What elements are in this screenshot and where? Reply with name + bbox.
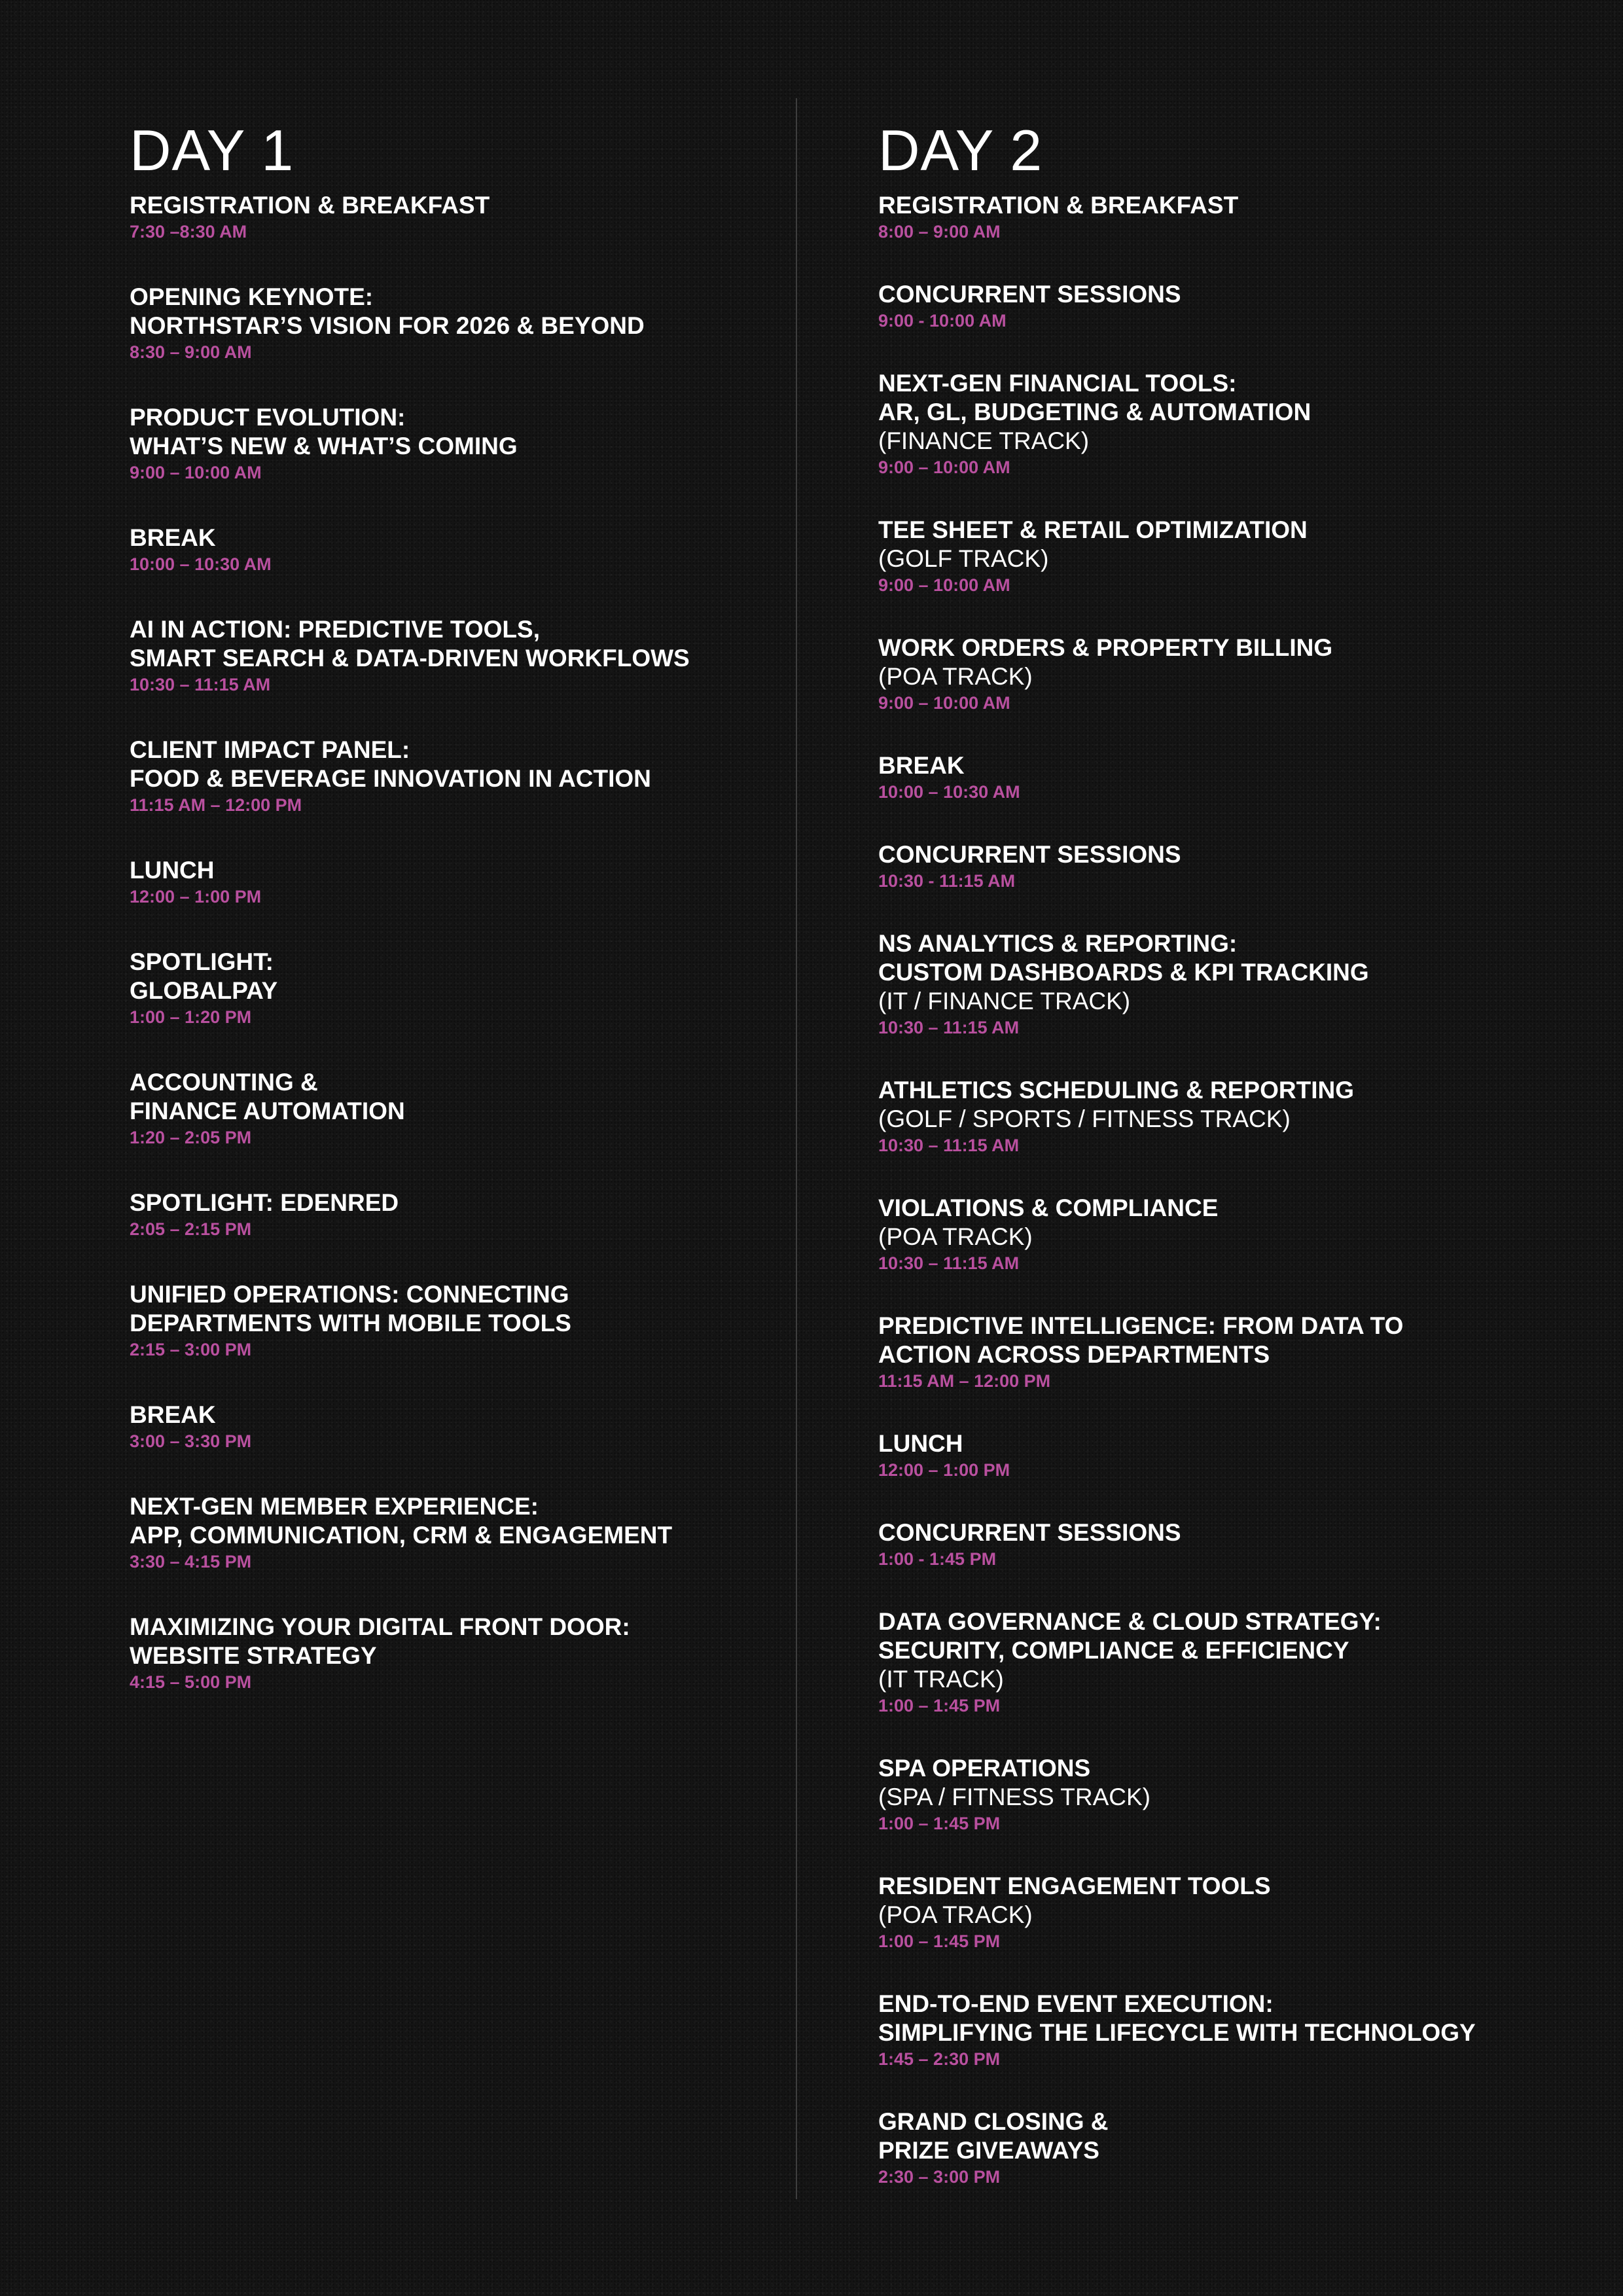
session-title: BREAK bbox=[130, 524, 216, 551]
session-time: 12:00 – 1:00 PM bbox=[130, 887, 262, 906]
session-item bbox=[878, 369, 1533, 478]
session-time: 1:00 - 1:45 PM bbox=[878, 1549, 997, 1569]
session-track: (GOLF / SPORTS / FITNESS TRACK) bbox=[878, 1105, 1291, 1132]
session-track: (SPA / FITNESS TRACK) bbox=[878, 1784, 1150, 1810]
session-title: UNIFIED OPERATIONS: CONNECTING DEPARTMENTS WITH MOBILE TOOLS bbox=[130, 1281, 571, 1336]
session-title: NS ANALYTICS & REPORTING: CUSTOM DASHBOARDS & KPI TRACKING bbox=[878, 930, 1369, 986]
session-item bbox=[130, 283, 784, 363]
session-item bbox=[878, 1194, 1533, 1274]
session-item bbox=[130, 1189, 784, 1240]
session-item bbox=[130, 736, 784, 816]
session-title: WORK ORDERS & PROPERTY BILLING bbox=[878, 634, 1333, 661]
session-item bbox=[878, 929, 1533, 1038]
session-title: RESIDENT ENGAGEMENT TOOLS bbox=[878, 1873, 1271, 1899]
session-item bbox=[878, 1429, 1533, 1480]
session-title: DATA GOVERNANCE & CLOUD STRATEGY: SECURITY, COMPLIANCE & EFFICIENCY bbox=[878, 1608, 1382, 1664]
session-time: 1:00 – 1:45 PM bbox=[878, 1931, 1001, 1951]
session-title: LUNCH bbox=[878, 1430, 963, 1457]
session-time: 9:00 - 10:00 AM bbox=[878, 311, 1007, 331]
session-item bbox=[130, 856, 784, 907]
session-time: 10:30 – 11:15 AM bbox=[878, 1136, 1020, 1155]
session-time: 10:00 – 10:30 AM bbox=[130, 554, 272, 574]
day-2-title: DAY 2 bbox=[878, 118, 1043, 183]
session-title: SPOTLIGHT: GLOBALPAY bbox=[130, 948, 278, 1004]
session-item bbox=[878, 2108, 1533, 2187]
session-title: NEXT-GEN MEMBER EXPERIENCE: APP, COMMUNICATION, CRM & ENGAGEMENT bbox=[130, 1493, 673, 1549]
session-title: REGISTRATION & BREAKFAST bbox=[130, 192, 490, 219]
session-time: 3:30 – 4:15 PM bbox=[130, 1552, 252, 1571]
session-time: 12:00 – 1:00 PM bbox=[878, 1460, 1010, 1480]
session-title: BREAK bbox=[878, 752, 965, 779]
session-track: (POA TRACK) bbox=[878, 1223, 1033, 1250]
session-item bbox=[130, 1401, 784, 1452]
session-track: (IT / FINANCE TRACK) bbox=[878, 988, 1131, 1014]
session-title: CONCURRENT SESSIONS bbox=[878, 841, 1181, 868]
day-1-title: DAY 1 bbox=[130, 118, 294, 183]
session-title: BREAK bbox=[130, 1401, 216, 1428]
session-title: NEXT-GEN FINANCIAL TOOLS: AR, GL, BUDGETING & AUTOMATION bbox=[878, 370, 1311, 425]
session-time: 9:00 – 10:00 AM bbox=[878, 693, 1010, 713]
session-track: (FINANCE TRACK) bbox=[878, 427, 1090, 454]
session-title: CONCURRENT SESSIONS bbox=[878, 1519, 1181, 1546]
session-time: 2:05 – 2:15 PM bbox=[130, 1219, 252, 1239]
session-item bbox=[878, 1607, 1533, 1716]
session-title: REGISTRATION & BREAKFAST bbox=[878, 192, 1239, 219]
session-title: LUNCH bbox=[130, 857, 215, 884]
session-title: END-TO-END EVENT EXECUTION: SIMPLIFYING THE LIFECYCLE WITH TECHNOLOGY bbox=[878, 1990, 1476, 2046]
session-title: GRAND CLOSING & PRIZE GIVEAWAYS bbox=[878, 2108, 1109, 2164]
day-1-session-list bbox=[130, 191, 784, 1693]
day-2-session-list bbox=[878, 191, 1533, 2187]
session-item bbox=[130, 948, 784, 1028]
session-time: 1:00 – 1:20 PM bbox=[130, 1007, 252, 1027]
session-item bbox=[878, 634, 1533, 713]
session-title: CLIENT IMPACT PANEL: FOOD & BEVERAGE INNOVATION IN ACTION bbox=[130, 736, 651, 792]
session-time: 9:00 – 10:00 AM bbox=[878, 575, 1010, 595]
session-title: PREDICTIVE INTELLIGENCE: FROM DATA TO ACTION ACROSS DEPARTMENTS bbox=[878, 1312, 1404, 1368]
session-item bbox=[130, 403, 784, 483]
session-title: OPENING KEYNOTE: NORTHSTAR’S VISION FOR 2026 & BEYOND bbox=[130, 283, 645, 339]
session-title: PRODUCT EVOLUTION: WHAT’S NEW & WHAT’S COMING bbox=[130, 404, 518, 459]
session-title: TEE SHEET & RETAIL OPTIMIZATION bbox=[878, 516, 1308, 543]
session-item bbox=[878, 516, 1533, 596]
session-time: 2:15 – 3:00 PM bbox=[130, 1340, 252, 1359]
session-item bbox=[878, 1754, 1533, 1834]
day-2-column bbox=[878, 118, 1533, 2225]
session-item bbox=[130, 191, 784, 242]
session-track: (GOLF TRACK) bbox=[878, 545, 1049, 572]
session-item bbox=[878, 280, 1533, 331]
session-time: 1:20 – 2:05 PM bbox=[130, 1128, 252, 1147]
session-time: 10:30 – 11:15 AM bbox=[878, 1253, 1020, 1273]
session-item bbox=[878, 1872, 1533, 1952]
session-time: 10:30 – 11:15 AM bbox=[878, 1018, 1020, 1037]
column-divider bbox=[796, 98, 797, 2199]
session-item bbox=[878, 840, 1533, 891]
session-item bbox=[130, 1068, 784, 1148]
session-time: 10:00 – 10:30 AM bbox=[878, 782, 1020, 802]
session-time: 4:15 – 5:00 PM bbox=[130, 1672, 252, 1692]
session-time: 3:00 – 3:30 PM bbox=[130, 1431, 252, 1451]
session-track: (POA TRACK) bbox=[878, 1901, 1033, 1928]
session-time: 8:00 – 9:00 AM bbox=[878, 222, 1001, 242]
session-title: ACCOUNTING & FINANCE AUTOMATION bbox=[130, 1069, 405, 1124]
session-item bbox=[878, 751, 1533, 802]
session-time: 10:30 – 11:15 AM bbox=[130, 675, 271, 694]
session-time: 1:00 – 1:45 PM bbox=[878, 1696, 1001, 1715]
session-time: 11:15 AM – 12:00 PM bbox=[130, 795, 302, 815]
session-time: 1:45 – 2:30 PM bbox=[878, 2049, 1001, 2069]
session-time: 10:30 - 11:15 AM bbox=[878, 871, 1016, 891]
session-item bbox=[878, 1990, 1533, 2070]
session-item bbox=[878, 1076, 1533, 1156]
session-track: (IT TRACK) bbox=[878, 1666, 1004, 1693]
session-item bbox=[878, 191, 1533, 242]
session-track: (POA TRACK) bbox=[878, 663, 1033, 690]
session-title: SPOTLIGHT: EDENRED bbox=[130, 1189, 399, 1216]
session-item bbox=[130, 1613, 784, 1693]
session-time: 8:30 – 9:00 AM bbox=[130, 342, 252, 362]
session-item bbox=[130, 615, 784, 695]
session-time: 7:30 –8:30 AM bbox=[130, 222, 247, 242]
day-1-column bbox=[130, 118, 784, 1733]
session-title: SPA OPERATIONS bbox=[878, 1755, 1091, 1782]
session-item bbox=[130, 524, 784, 575]
session-title: VIOLATIONS & COMPLIANCE bbox=[878, 1194, 1219, 1221]
session-time: 11:15 AM – 12:00 PM bbox=[878, 1371, 1051, 1391]
session-time: 9:00 – 10:00 AM bbox=[130, 463, 262, 482]
session-title: MAXIMIZING YOUR DIGITAL FRONT DOOR: WEBSITE STRATEGY bbox=[130, 1613, 630, 1669]
session-item bbox=[130, 1492, 784, 1572]
session-time: 1:00 – 1:45 PM bbox=[878, 1814, 1001, 1833]
session-title: AI IN ACTION: PREDICTIVE TOOLS, SMART SEARCH & DATA-DRIVEN WORKFLOWS bbox=[130, 616, 690, 672]
session-time: 9:00 – 10:00 AM bbox=[878, 457, 1010, 477]
session-item bbox=[878, 1518, 1533, 1570]
session-item bbox=[878, 1312, 1533, 1391]
session-title: CONCURRENT SESSIONS bbox=[878, 281, 1181, 308]
session-item bbox=[130, 1280, 784, 1360]
session-time: 2:30 – 3:00 PM bbox=[878, 2167, 1001, 2187]
session-title: ATHLETICS SCHEDULING & REPORTING bbox=[878, 1077, 1354, 1103]
